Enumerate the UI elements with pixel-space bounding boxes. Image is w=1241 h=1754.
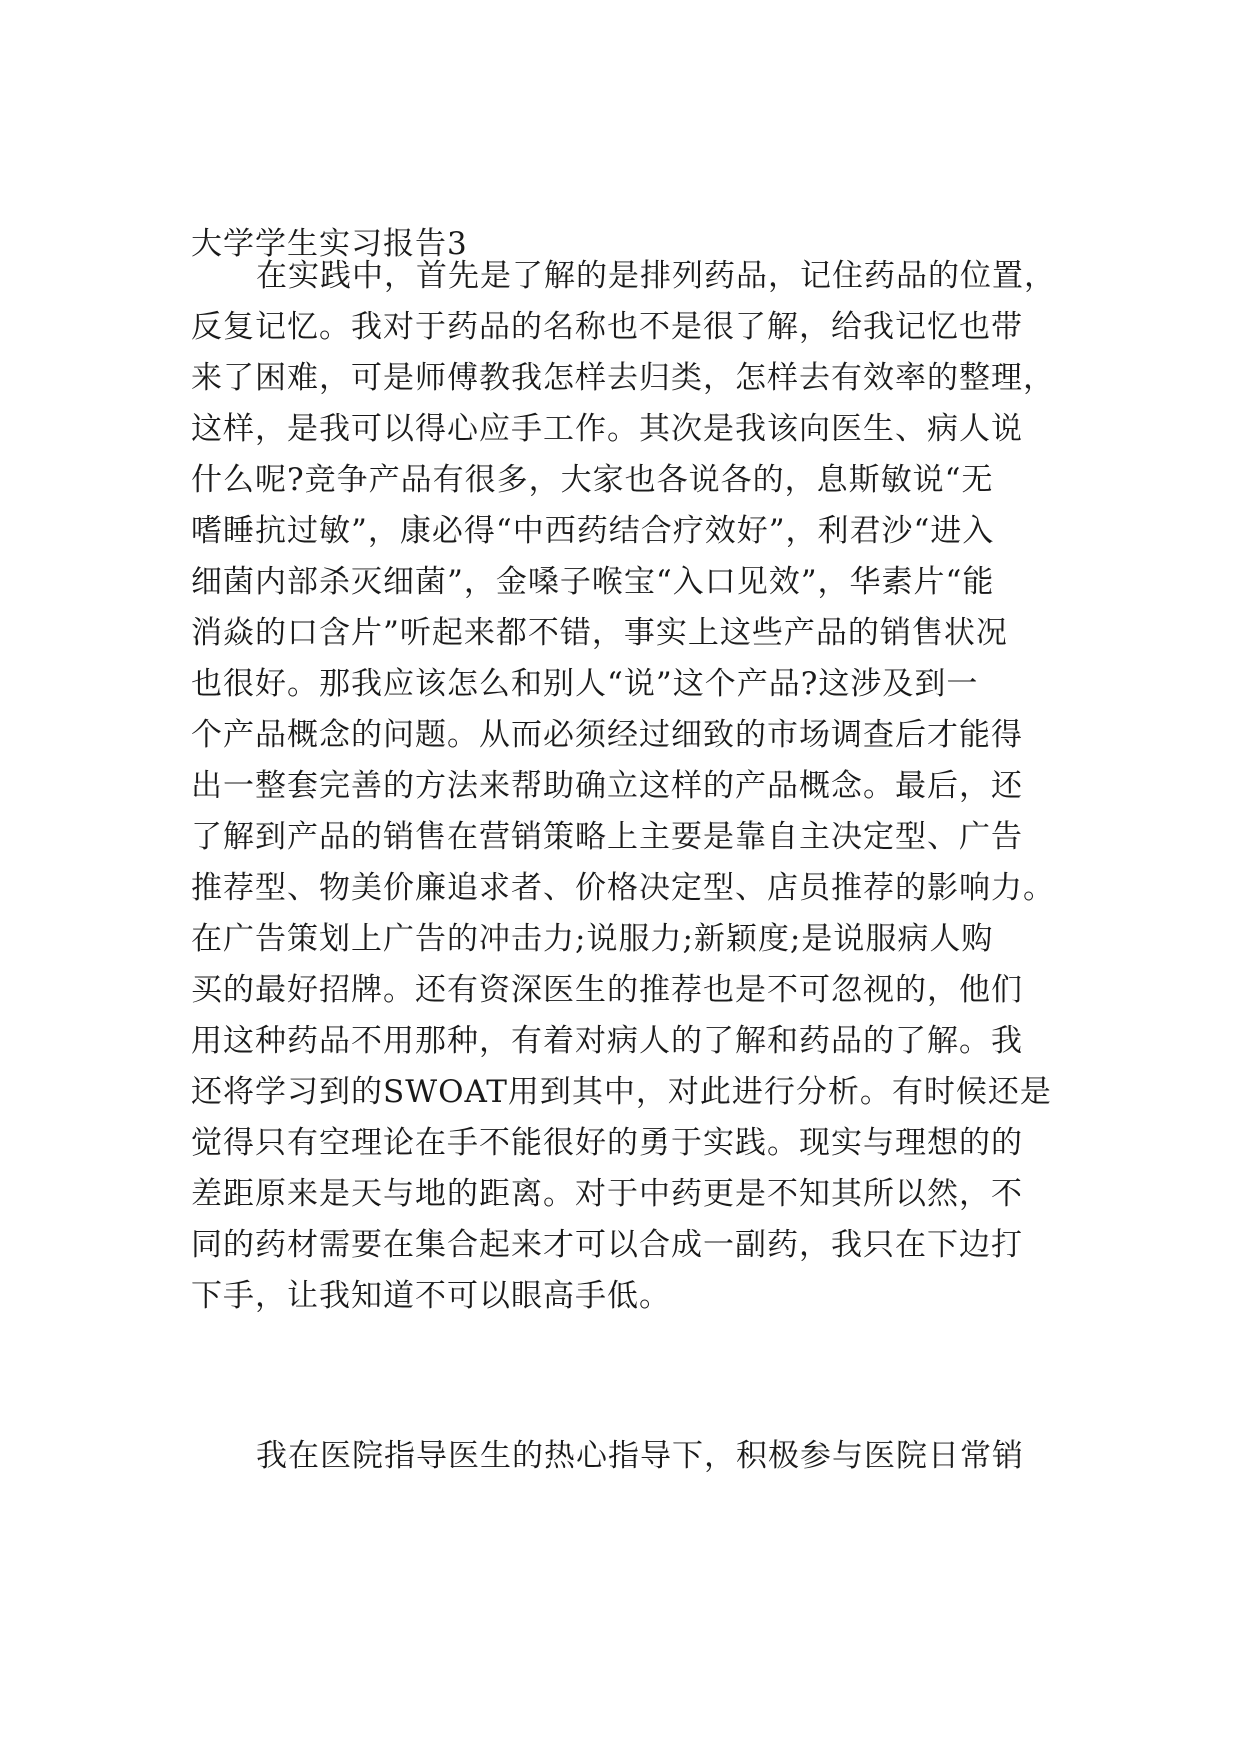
paragraph-line: 买的最好招牌。还有资深医生的推荐也是不可忽视的，他们 bbox=[191, 972, 1023, 1008]
paragraph-line: 下手，让我知道不可以眼高手低。 bbox=[191, 1278, 671, 1314]
paragraph-line: 用这种药品不用那种，有着对病人的了解和药品的了解。我 bbox=[191, 1023, 1023, 1059]
paragraph-line: 在实践中，首先是了解的是排列药品，记住药品的位置， bbox=[256, 258, 1056, 294]
paragraph-line: 这样，是我可以得心应手工作。其次是我该向医生、病人说 bbox=[191, 411, 1023, 447]
paragraph-line: 还将学习到的SWOAT用到其中，对此进行分析。有时候还是 bbox=[191, 1074, 1052, 1110]
paragraph-1 bbox=[191, 251, 1056, 1322]
paragraph-line: 细菌内部杀灭细菌”，金嗓子喉宝“入口见效”，华素片“能 bbox=[191, 564, 995, 600]
paragraph-line: 在广告策划上广告的冲击力;说服力;新颖度;是说服病人购 bbox=[191, 921, 994, 957]
paragraph-line: 了解到产品的销售在营销策略上主要是靠自主决定型、广告 bbox=[191, 819, 1023, 855]
paragraph-line: 嗜睡抗过敏”，康必得“中西药结合疗效好”，利君沙“进入 bbox=[191, 513, 995, 549]
paragraph-line: 差距原来是天与地的距离。对于中药更是不知其所以然，不 bbox=[191, 1176, 1023, 1212]
paragraph-line: 出一整套完善的方法来帮助确立这样的产品概念。最后，还 bbox=[191, 768, 1023, 804]
paragraph-line: 推荐型、物美价廉追求者、价格决定型、店员推荐的影响力。 bbox=[191, 870, 1055, 906]
paragraph-line: 什么呢?竞争产品有很多，大家也各说各的，息斯敏说“无 bbox=[191, 462, 994, 498]
paragraph-line: 个产品概念的问题。从而必须经过细致的市场调查后才能得 bbox=[191, 717, 1023, 753]
paragraph-line: 觉得只有空理论在手不能很好的勇于实践。现实与理想的的 bbox=[191, 1125, 1023, 1161]
paragraph-line: 反复记忆。我对于药品的名称也不是很了解，给我记忆也带 bbox=[191, 309, 1023, 345]
paragraph-2 bbox=[191, 1431, 1051, 1482]
paragraph-line: 消焱的口含片”听起来都不错，事实上这些产品的销售状况 bbox=[191, 615, 1008, 651]
document-title: 大学学生实习报告3 bbox=[191, 226, 468, 262]
paragraph-line: 也很好。那我应该怎么和别人“说”这个产品?这涉及到一 bbox=[191, 666, 979, 702]
paragraph-line: 同的药材需要在集合起来才可以合成一副药，我只在下边打 bbox=[191, 1227, 1023, 1263]
paragraph-line: 来了困难，可是师傅教我怎样去归类，怎样去有效率的整理， bbox=[191, 360, 1055, 396]
paragraph-line: 我在医院指导医生的热心指导下，积极参与医院日常销 bbox=[256, 1438, 1024, 1474]
